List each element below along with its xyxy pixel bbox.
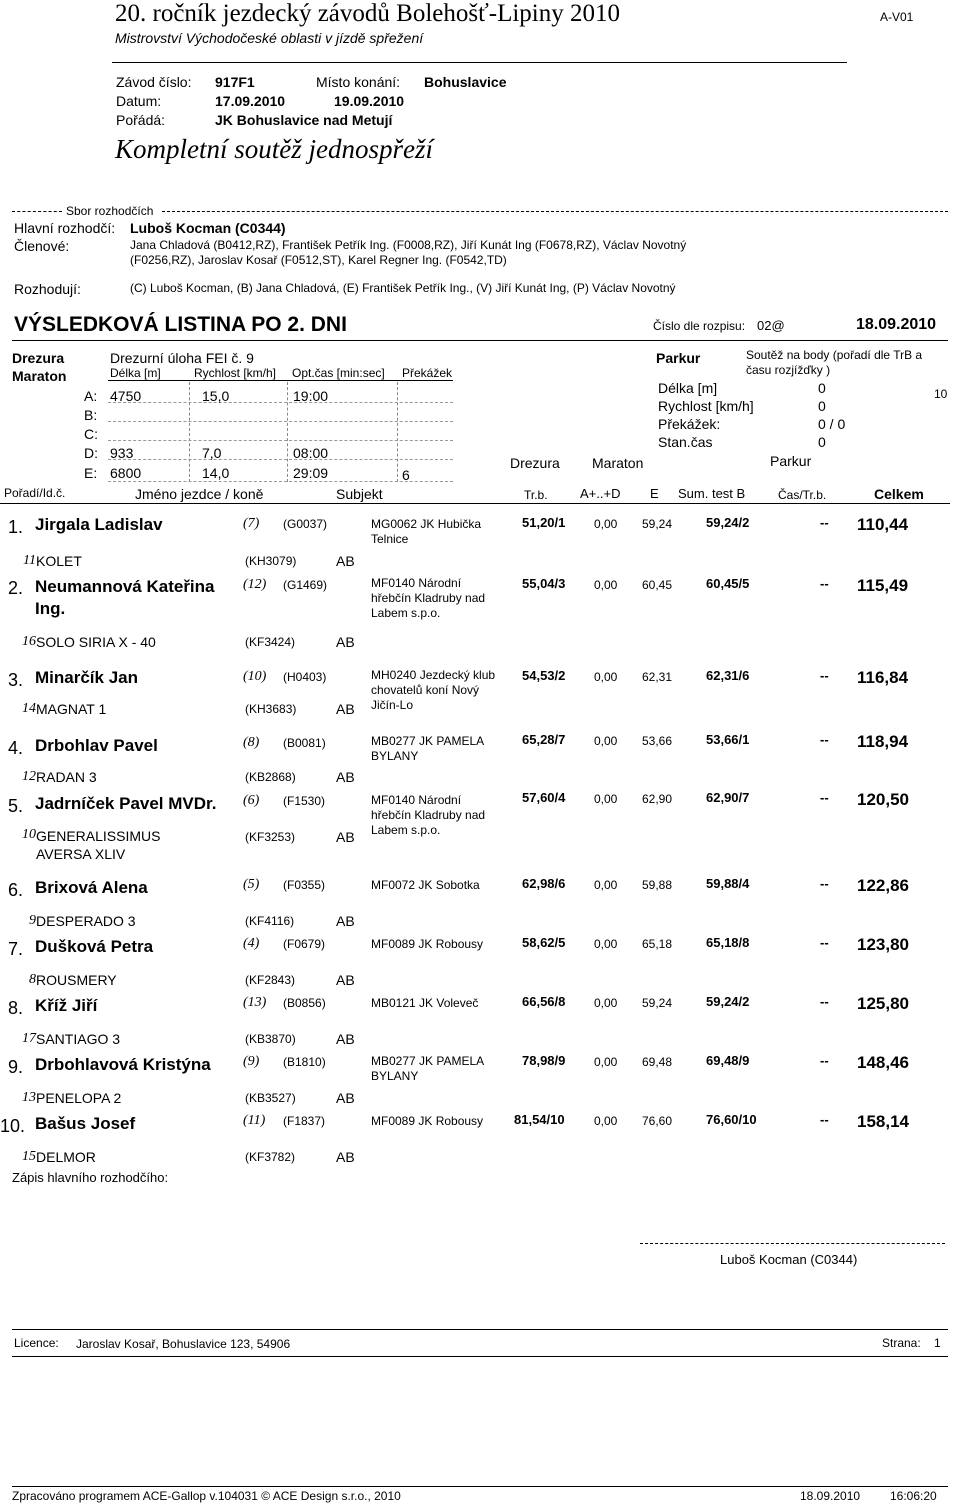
subject: MF0140 Národní hřebčín Kladruby nad Labem s.p.o.: [371, 793, 486, 837]
marathon-ad: 0,00: [594, 878, 618, 892]
sum-test-b: 76,60/10: [706, 1112, 757, 1127]
horse-category: AB: [336, 553, 355, 569]
datum-from: 17.09.2010: [215, 93, 286, 109]
total-score: 125,80: [857, 994, 909, 1013]
deciding-value: (C) Luboš Kocman, (B) Jana Chladová, (E) František Petřík Ing., (V) Jiří Kunát Ing, (P) Václav Novotný: [130, 281, 676, 295]
param-row-label: A:: [84, 388, 98, 404]
col-sum: Sum. test B: [678, 486, 746, 501]
total-score: 116,84: [857, 668, 909, 687]
rank: 10.: [0, 1116, 26, 1136]
datum-to: 19.09.2010: [334, 93, 405, 109]
marathon-e: 53,66: [642, 734, 673, 748]
horse-category: AB: [336, 769, 355, 785]
strana-value: 1: [934, 1336, 941, 1350]
total-score: 123,80: [857, 935, 909, 954]
horse-category: AB: [336, 701, 355, 717]
sum-test-b: 59,24/2: [706, 515, 750, 530]
members-line-2: (F0256,RZ), Jaroslav Kosař (F0512,ST), Karel Regner Ing. (F0542,TD): [130, 253, 507, 267]
parkur-time: --: [820, 576, 829, 591]
marathon-e: 69,48: [642, 1055, 673, 1069]
marathon-ad: 0,00: [594, 670, 618, 684]
start-number: (10): [243, 669, 267, 684]
dressage-score: 62,98/6: [522, 876, 566, 891]
start-number: (9): [243, 1054, 260, 1069]
subject: MF0089 JK Robousy: [371, 937, 484, 951]
horse-id: (KB3527): [245, 1091, 296, 1105]
judges-rule-right: [162, 211, 948, 212]
driver-name: Minarčík Jan: [35, 668, 138, 687]
param-maraton: Maraton: [12, 368, 67, 384]
dressage-score: 78,98/9: [522, 1053, 566, 1068]
driver-id: (H0403): [283, 670, 327, 684]
horse-id: (KF3782): [245, 1150, 296, 1164]
horse-number: 12: [22, 769, 36, 784]
param-dash-a: [108, 402, 453, 403]
start-number: (13): [243, 995, 267, 1010]
horse-id: (KB3870): [245, 1032, 296, 1046]
param-drezura: Drezura: [12, 350, 65, 366]
subject: MF0140 Národní hřebčín Kladruby nad Labem s.p.o.: [371, 576, 486, 620]
horse-name: MAGNAT 1: [36, 701, 107, 717]
dressage-score: 58,62/5: [522, 935, 566, 950]
marathon-ad: 0,00: [594, 734, 618, 748]
param-row-label: E:: [84, 465, 98, 481]
driver-id: (B0856): [283, 996, 326, 1010]
horse-category: AB: [336, 1090, 355, 1106]
horse-number: 15: [22, 1149, 36, 1164]
driver-name: Kříž Jiří: [35, 996, 98, 1015]
parkur-stancas-value: 0: [818, 434, 826, 450]
param-cas: 19:00: [293, 388, 329, 404]
start-number: (11): [243, 1113, 266, 1128]
licence-rule-top: [12, 1329, 948, 1330]
parkur-prekazek-label: Překážek:: [658, 416, 721, 432]
horse-name: KOLET: [36, 553, 82, 569]
cislo-value: 02@: [757, 318, 785, 333]
subject: MB0277 JK PAMELA BYLANY: [371, 1054, 484, 1083]
total-score: 118,94: [857, 732, 909, 751]
horse-id: (KF2843): [245, 973, 296, 987]
param-cas: 08:00: [293, 445, 329, 461]
param-rychlost: 7,0: [202, 445, 222, 461]
judges-rule-left: [12, 211, 62, 212]
horse-category: AB: [336, 972, 355, 988]
total-score: 110,44: [857, 515, 909, 534]
horse-number: 16: [22, 634, 36, 649]
col-jmeno: Jméno jezdce / koně: [135, 486, 264, 502]
horse-id: (KF4116): [245, 914, 295, 928]
horse-number: 17: [22, 1031, 36, 1046]
driver-id: (F1837): [283, 1114, 326, 1128]
rank: 9.: [8, 1057, 24, 1077]
sum-test-b: 60,45/5: [706, 576, 750, 591]
col-ad: A+..+D: [580, 486, 621, 501]
marathon-e: 59,24: [642, 996, 673, 1010]
driver-name: Jirgala Ladislav: [35, 515, 163, 534]
param-row-label: C:: [84, 426, 98, 442]
misto-label: Místo konání:: [316, 74, 401, 90]
param-header-rule: [108, 380, 453, 381]
sum-test-b: 69,48/9: [706, 1053, 750, 1068]
param-delka: 6800: [110, 465, 142, 481]
horse-name: SOLO SIRIA X - 40: [36, 634, 156, 650]
subject: MB0121 JK Voleveč: [371, 996, 479, 1010]
horse-number: 10: [22, 827, 36, 842]
parkur-title: Parkur: [656, 350, 701, 366]
col-rychlost: Rychlost [km/h]: [194, 366, 277, 380]
group-maraton: Maraton: [592, 455, 644, 471]
start-number: (7): [243, 516, 260, 531]
horse-name: PENELOPA 2: [36, 1090, 122, 1106]
parkur-time: --: [820, 1112, 829, 1127]
total-score: 115,49: [857, 576, 909, 595]
horse-number: 13: [22, 1090, 36, 1105]
driver-id: (G0037): [283, 517, 328, 531]
zapis-label: Zápis hlavního rozhodčího:: [12, 1170, 169, 1185]
print-time: 16:06:20: [890, 1489, 937, 1503]
rank: 7.: [8, 939, 24, 959]
group-drezura: Drezura: [510, 455, 560, 471]
rank: 2.: [8, 578, 24, 598]
parkur-time: --: [820, 668, 829, 683]
page-title: 20. ročník jezdecký závodů Bolehošť-Lipiny 2010: [115, 0, 621, 27]
horse-id: (KF3253): [245, 830, 296, 844]
colhead-rule: [0, 503, 950, 504]
param-delka: 4750: [110, 388, 142, 404]
param-row-label: D:: [84, 445, 98, 461]
marathon-ad: 0,00: [594, 1055, 618, 1069]
marathon-e: 65,18: [642, 937, 673, 951]
col-cas: Čas/Tr.b.: [778, 488, 827, 502]
signature-line: [640, 1243, 945, 1244]
datum-label: Datum:: [116, 93, 162, 109]
driver-id: (F0679): [283, 937, 326, 951]
marathon-ad: 0,00: [594, 792, 618, 806]
horse-name: DELMOR: [36, 1149, 96, 1165]
dressage-score: 51,20/1: [522, 515, 566, 530]
horse-id: (KB2868): [245, 770, 296, 784]
chief-judge-label: Hlavní rozhodčí:: [14, 220, 116, 236]
licence-value: Jaroslav Kosař, Bohuslavice 123, 54906: [76, 1337, 291, 1351]
dressage-score: 65,28/7: [522, 732, 566, 747]
driver-id: (B0081): [283, 736, 326, 750]
col-e: E: [650, 486, 659, 501]
driver-name: Bašus Josef: [35, 1114, 136, 1133]
parkur-note: Soutěž na body (pořadí dle TrB a času rozjížďky ): [746, 348, 923, 377]
marathon-e: 76,60: [642, 1114, 673, 1128]
parkur-number: 10: [934, 387, 948, 401]
horse-id: (KF3424): [245, 635, 296, 649]
driver-id: (F0355): [283, 878, 326, 892]
subject: MF0089 JK Robousy: [371, 1114, 484, 1128]
parkur-delka-label: Délka [m]: [658, 380, 718, 396]
parkur-time: --: [820, 876, 829, 891]
competition-name: Kompletní soutěž jednospřeží: [115, 134, 433, 164]
marathon-e: 59,88: [642, 878, 673, 892]
parkur-time: --: [820, 1053, 829, 1068]
members-line-1: Jana Chladová (B0412,RZ), František Petřík Ing. (F0008,RZ), Jiří Kunát Ing (F0678,RZ), Václav Novotný: [130, 238, 687, 252]
start-number: (4): [243, 936, 260, 951]
param-dash-d: [108, 459, 453, 460]
total-score: 148,46: [857, 1053, 909, 1072]
param-prekazek: 6: [402, 467, 410, 483]
zavod-value: 917F1: [215, 74, 255, 90]
sum-test-b: 62,90/7: [706, 790, 750, 805]
driver-name: Jadrníček Pavel MVDr.: [35, 794, 217, 813]
rank: 4.: [8, 738, 24, 758]
param-vline-3: [397, 382, 398, 482]
rank: 6.: [8, 880, 24, 900]
rank: 3.: [8, 670, 24, 690]
strana-label: Strana:: [882, 1336, 921, 1350]
horse-name: DESPERADO 3: [36, 913, 136, 929]
dressage-score: 54,53/2: [522, 668, 566, 683]
horse-category: AB: [336, 913, 355, 929]
results-title: VÝSLEDKOVÁ LISTINA PO 2. DNI: [14, 313, 347, 336]
marathon-ad: 0,00: [594, 578, 618, 592]
page-subtitle: Mistrovství Východočeské oblasti v jízdě spřežení: [115, 30, 424, 46]
param-vline-1: [189, 382, 190, 482]
start-number: (6): [243, 793, 260, 808]
col-subjekt: Subjekt: [336, 486, 383, 502]
porada-label: Pořádá:: [116, 112, 166, 128]
sum-test-b: 59,24/2: [706, 994, 750, 1009]
driver-name: Neumannová Kateřina Ing.: [35, 577, 215, 618]
parkur-time: --: [820, 515, 829, 530]
parkur-time: --: [820, 935, 829, 950]
parkur-prekazek-value: 0 / 0: [818, 416, 846, 432]
parkur-rychlost-label: Rychlost [km/h]: [658, 398, 754, 414]
horse-name: ROUSMERY: [36, 972, 117, 988]
sum-test-b: 59,88/4: [706, 876, 750, 891]
program-credit: Zpracováno programem ACE-Gallop v.104031 © ACE Design s.r.o., 2010: [12, 1489, 401, 1503]
group-parkur: Parkur: [770, 453, 812, 469]
marathon-e: 59,24: [642, 517, 673, 531]
subject: MG0062 JK Hubička Telnice: [371, 517, 482, 546]
judges-section-title: Sbor rozhodčích: [66, 204, 154, 218]
param-delka: 933: [110, 445, 134, 461]
col-prekazek: Překážek: [402, 366, 453, 380]
driver-id: (B1810): [283, 1055, 326, 1069]
members-label: Členové:: [14, 238, 70, 254]
sum-test-b: 53,66/1: [706, 732, 750, 747]
signature-name: Luboš Kocman (C0344): [720, 1252, 858, 1267]
parkur-time: --: [820, 994, 829, 1009]
total-score: 120,50: [857, 790, 909, 809]
title-rule: [12, 340, 948, 341]
start-number: (8): [243, 735, 260, 750]
horse-number: 9: [29, 913, 36, 928]
total-score: 158,14: [857, 1112, 909, 1131]
col-opt-cas: Opt.čas [min:sec]: [292, 366, 385, 380]
rank: 1.: [8, 517, 24, 537]
horse-id: (KH3079): [245, 554, 297, 568]
param-vline-2: [287, 382, 288, 482]
parkur-time: --: [820, 732, 829, 747]
param-rychlost: 15,0: [202, 388, 230, 404]
dressage-score: 66,56/8: [522, 994, 566, 1009]
parkur-delka-value: 0: [818, 380, 826, 396]
cislo-label: Číslo dle rozpisu:: [653, 319, 746, 333]
marathon-e: 62,31: [642, 670, 673, 684]
document-code: A-V01: [880, 10, 914, 24]
driver-name: Drbohlav Pavel: [35, 736, 158, 755]
marathon-e: 60,45: [642, 578, 673, 592]
horse-number: 14: [22, 701, 36, 716]
porada-value: JK Bohuslavice nad Metují: [215, 112, 393, 128]
chief-judge-value: Luboš Kocman (C0344): [130, 220, 286, 236]
print-date: 18.09.2010: [800, 1489, 861, 1503]
subject: MB0277 JK PAMELA BYLANY: [371, 734, 484, 763]
horse-category: AB: [336, 1031, 355, 1047]
parkur-time: --: [820, 790, 829, 805]
col-celkem: Celkem: [874, 486, 924, 502]
licence-label: Licence:: [14, 1336, 59, 1350]
marathon-e: 62,90: [642, 792, 673, 806]
horse-name: RADAN 3: [36, 769, 97, 785]
parkur-rychlost-value: 0: [818, 398, 826, 414]
param-cas: 29:09: [293, 465, 329, 481]
misto-value: Bohuslavice: [424, 74, 507, 90]
marathon-ad: 0,00: [594, 996, 618, 1010]
horse-category: AB: [336, 829, 355, 845]
driver-name: Brixová Alena: [35, 878, 148, 897]
zavod-label: Závod číslo:: [116, 74, 192, 90]
param-rychlost: 14,0: [202, 465, 230, 481]
start-number: (5): [243, 877, 260, 892]
horse-number: 11: [23, 553, 36, 568]
marathon-ad: 0,00: [594, 517, 618, 531]
sum-test-b: 62,31/6: [706, 668, 750, 683]
rank: 8.: [8, 998, 24, 1018]
driver-id: (F1530): [283, 794, 326, 808]
param-dash-c: [108, 440, 453, 441]
dressage-score: 55,04/3: [522, 576, 566, 591]
start-number: (12): [243, 577, 267, 592]
marathon-ad: 0,00: [594, 1114, 618, 1128]
sum-test-b: 65,18/8: [706, 935, 750, 950]
horse-category: AB: [336, 1149, 355, 1165]
dressage-test: Drezurní úloha FEI č. 9: [110, 350, 254, 366]
driver-name: Dušková Petra: [35, 937, 154, 956]
col-trb: Tr.b.: [524, 488, 548, 502]
program-rule: [12, 1486, 948, 1487]
horse-number: 8: [29, 972, 36, 987]
param-dash-b: [108, 421, 453, 422]
total-score: 122,86: [857, 876, 909, 895]
deciding-label: Rozhodují:: [14, 281, 81, 297]
marathon-ad: 0,00: [594, 937, 618, 951]
dressage-score: 81,54/10: [514, 1112, 565, 1127]
parkur-stancas-label: Stan.čas: [658, 434, 713, 450]
rank: 5.: [8, 796, 24, 816]
header-rule: [112, 62, 847, 63]
horse-id: (KH3683): [245, 702, 297, 716]
dressage-score: 57,60/4: [522, 790, 566, 805]
col-delka: Délka [m]: [110, 366, 161, 380]
horse-name: SANTIAGO 3: [36, 1031, 121, 1047]
horse-name: GENERALISSIMUS AVERSA XLIV: [36, 828, 161, 862]
results-date: 18.09.2010: [856, 316, 937, 333]
horse-category: AB: [336, 634, 355, 650]
licence-rule-bottom: [12, 1356, 948, 1357]
subject: MH0240 Jezdecký klub chovatelů koní Nový Jičín-Lo: [371, 668, 496, 712]
subject: MF0072 JK Sobotka: [371, 878, 480, 892]
driver-id: (G1469): [283, 578, 328, 592]
col-poradi: Pořadí/Id.č.: [4, 486, 66, 500]
driver-name: Drbohlavová Kristýna: [35, 1055, 211, 1074]
param-row-label: B:: [84, 407, 98, 423]
